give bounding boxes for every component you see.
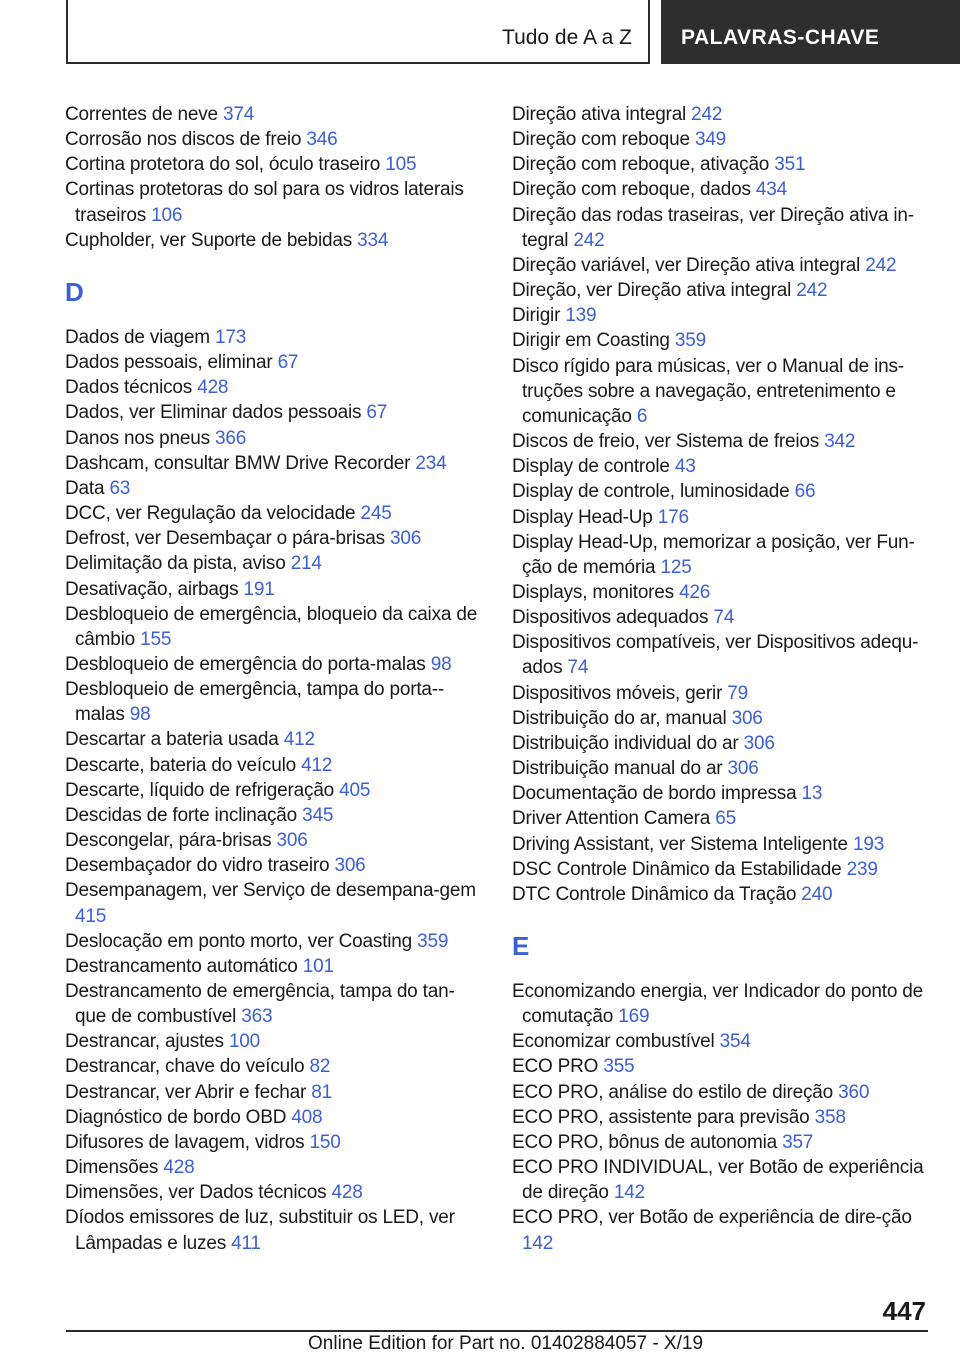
index-entry: [512, 253, 932, 278]
index-page-link[interactable]: 346: [306, 129, 338, 151]
index-column-left: [65, 102, 485, 1256]
index-entry-text: Cortina protetora do sol, óculo traseiro: [65, 154, 381, 176]
index-page-link[interactable]: 66: [794, 481, 816, 503]
index-entry-text: Desbloqueio de emergência, tampa do porta--malas: [65, 679, 445, 726]
index-entry: [512, 1080, 932, 1105]
index-entry: [512, 278, 932, 303]
index-entry-text: Disco rígido para músicas, ver o Manual de ins-truções sobre a navegação, entretenimento e comunicação: [512, 355, 904, 427]
index-page-link[interactable]: 374: [223, 104, 255, 125]
index-entry: [512, 1105, 932, 1130]
index-page-link[interactable]: 351: [774, 154, 806, 176]
index-page-link[interactable]: 43: [674, 456, 696, 478]
index-page-link[interactable]: 415: [75, 905, 107, 927]
index-entry-text: Dimensões, ver Dados técnicos: [65, 1182, 327, 1204]
index-entry-text: Destrancamento de emergência, tampa do tan-que de combustível: [65, 981, 455, 1028]
index-entry: [65, 1155, 485, 1180]
index-entry-text: Descongelar, pára-brisas: [65, 830, 272, 852]
index-entry-text: Economizando energia, ver Indicador do ponto de comutação: [512, 981, 923, 1028]
index-entry: [512, 781, 932, 806]
index-entry-text: Dashcam, consultar BMW Drive Recorder: [65, 452, 411, 474]
index-entry-text: Dados, ver Eliminar dados pessoais: [65, 402, 362, 424]
index-entry-text: Display de controle, luminosidade: [512, 481, 790, 503]
index-entry: [65, 127, 485, 152]
index-entry-text: Defrost, ver Desembaçar o pára-brisas: [65, 528, 385, 550]
index-entry-text: Destrancamento automático: [65, 955, 298, 977]
index-entry: [65, 652, 485, 677]
index-entry-text: Destrancar, ajustes: [65, 1031, 224, 1053]
index-entry-text: Direção com reboque, dados: [512, 179, 751, 201]
index-entry: [65, 325, 485, 350]
index-entry-text: Descidas de forte inclinação: [65, 804, 298, 826]
index-entry-text: Descarte, bateria do veículo: [65, 754, 296, 776]
index-page-link[interactable]: 142: [613, 1182, 645, 1204]
index-entry-text: Discos de freio, ver Sistema de freios: [512, 431, 820, 453]
index-entry-text: Destrancar, ver Abrir e fechar: [65, 1081, 307, 1103]
index-page-link[interactable]: 242: [573, 229, 605, 251]
index-page-link[interactable]: 412: [301, 754, 333, 776]
index-entry: [512, 1029, 932, 1054]
index-entry-text: Delimitação da pista, aviso: [65, 553, 286, 575]
index-entry: [65, 1205, 485, 1255]
index-page-link[interactable]: 434: [755, 179, 787, 201]
index-entry-text: DCC, ver Regulação da velocidade: [65, 503, 356, 525]
index-page-link[interactable]: 428: [331, 1182, 363, 1204]
index-entry-text: Dados pessoais, eliminar: [65, 352, 273, 374]
index-page-link[interactable]: 245: [360, 503, 392, 525]
index-page-link[interactable]: 366: [214, 427, 247, 449]
index-page-link[interactable]: 79: [727, 682, 749, 704]
index-page-link[interactable]: 67: [277, 352, 299, 374]
index-entry: [512, 1130, 932, 1155]
index-entry-text: Display Head-Up: [512, 506, 653, 528]
index-entry: [65, 828, 485, 853]
index-entry: [65, 501, 485, 526]
index-entry: [512, 731, 932, 756]
index-entry-text: Distribuição manual do ar: [512, 758, 723, 780]
index-entry-text: Distribuição individual do ar: [512, 732, 739, 754]
index-entry: [65, 1130, 485, 1155]
index-entry: [65, 1105, 485, 1130]
index-entry-text: Dirigir: [512, 305, 561, 327]
index-entry: [65, 954, 485, 979]
index-entry: [512, 1155, 932, 1205]
index-entry-text: ECO PRO, assistente para previsão: [512, 1106, 810, 1128]
index-page-link[interactable]: 342: [824, 431, 856, 453]
index-entry: [512, 102, 932, 127]
index-entry: [65, 1054, 485, 1079]
index-entry-text: Dispositivos adequados: [512, 607, 709, 629]
index-entry: [512, 429, 932, 454]
index-entry: [512, 857, 932, 882]
header-section-box: [66, 0, 650, 64]
index-entry-text: Dirigir em Coasting: [512, 330, 670, 352]
index-entry: [512, 580, 932, 605]
index-page-link[interactable]: 306: [390, 528, 422, 550]
index-entry: [512, 681, 932, 706]
index-entry-text: Desbloqueio de emergência, bloqueio da caixa de câmbio: [65, 603, 478, 650]
index-page-link[interactable]: 354: [719, 1031, 751, 1053]
index-page-link[interactable]: 6: [636, 405, 648, 427]
footer-edition: Online Edition for Part no. 01402884057 - X/19: [308, 1333, 704, 1354]
index-entry: [65, 350, 485, 375]
index-page-link[interactable]: 357: [782, 1131, 814, 1153]
index-entry: [512, 756, 932, 781]
index-entry: [65, 602, 485, 652]
index-entry-text: Displays, monitores: [512, 581, 674, 603]
index-entry: [512, 479, 932, 504]
index-entry-text: Driver Attention Camera: [512, 808, 711, 830]
index-entry: [65, 400, 485, 425]
index-page-link[interactable]: 306: [727, 758, 759, 780]
index-entry-text: Dispositivos móveis, gerir: [512, 682, 723, 704]
index-page-link[interactable]: 412: [283, 729, 315, 751]
index-entry-text: Dados técnicos: [65, 377, 193, 399]
index-entry: [512, 127, 932, 152]
index-entry: [65, 551, 485, 576]
index-entry: [512, 882, 932, 907]
index-entry: [65, 426, 485, 451]
index-entry-text: Display Head-Up, memorizar a posição, ver Fun-ção de memória: [512, 531, 915, 578]
index-letter-heading: D: [65, 276, 84, 307]
index-page-link[interactable]: 98: [430, 653, 452, 675]
index-page-link[interactable]: 125: [660, 556, 692, 578]
index-entry-text: Dispositivos compatíveis, ver Dispositivos adequ-ados: [512, 632, 919, 679]
index-entry-text: Desempanagem, ver Serviço de desempana-gem: [65, 880, 476, 902]
index-entry-text: Desativação, airbags: [65, 578, 239, 600]
index-entry: [512, 979, 932, 1029]
index-page-link[interactable]: 106: [151, 204, 183, 226]
index-entry-text: ECO PRO: [512, 1056, 599, 1078]
index-entry: [512, 177, 932, 202]
index-page-link[interactable]: 411: [231, 1232, 261, 1254]
index-page-link[interactable]: 360: [838, 1081, 870, 1103]
index-page-link[interactable]: 242: [796, 280, 828, 302]
index-entry-text: Direção com reboque: [512, 129, 690, 151]
index-page-link[interactable]: 405: [339, 779, 371, 801]
index-entry-text: Descartar a bateria usada: [65, 729, 279, 751]
index-page-link[interactable]: 234: [415, 452, 447, 474]
index-entry-text: Direção das rodas traseiras, ver Direção ativa in-tegral: [512, 204, 914, 251]
index-entry: [512, 328, 932, 353]
index-entry-text: ECO PRO, bônus de autonomia: [512, 1131, 777, 1153]
index-entry-text: Cupholder, ver Suporte de bebidas: [65, 229, 353, 251]
index-entry: [512, 832, 932, 857]
index-entry-text: ECO PRO, análise do estilo de direção: [512, 1081, 834, 1103]
index-entry-text: Deslocação em ponto morto, ver Coasting: [65, 930, 413, 952]
index-page-link[interactable]: 345: [302, 804, 334, 826]
index-page-link[interactable]: 65: [715, 808, 736, 830]
index-entry-text: Cortinas protetoras do sol para os vidros laterais traseiros: [65, 179, 464, 226]
index-page-link[interactable]: 155: [140, 628, 172, 650]
index-entry: [512, 806, 932, 831]
index-page-link[interactable]: 306: [743, 732, 775, 754]
index-entry: [512, 605, 932, 630]
index-entry: [65, 1180, 485, 1205]
index-page-link[interactable]: 191: [243, 578, 275, 600]
index-entry: [65, 727, 485, 752]
index-entry: [65, 979, 485, 1029]
index-entry-text: Direção com reboque, ativação: [512, 154, 770, 176]
index-page-link[interactable]: 426: [679, 581, 711, 603]
index-page-link[interactable]: 100: [228, 1031, 261, 1053]
index-entry: [512, 454, 932, 479]
index-page-link[interactable]: 359: [674, 330, 706, 352]
index-entry: [65, 1029, 485, 1054]
index-entry: [65, 375, 485, 400]
index-entry-text: Direção variável, ver Direção ativa integral: [512, 254, 861, 276]
index-entry: [512, 530, 932, 580]
index-page-link[interactable]: 363: [241, 1006, 273, 1028]
index-page-link[interactable]: 74: [567, 657, 589, 679]
index-page-link[interactable]: 428: [197, 377, 229, 399]
index-page-link[interactable]: 139: [565, 305, 597, 327]
index-entry: [512, 354, 932, 429]
index-entry-text: Desembaçador do vidro traseiro: [65, 855, 330, 877]
index-entry-text: Display de controle: [512, 456, 670, 478]
index-page-link[interactable]: 150: [309, 1131, 341, 1153]
index-entry-text: DTC Controle Dinâmico da Tração: [512, 883, 797, 905]
section-title: Tudo de A a Z: [502, 26, 632, 49]
index-entry: [512, 706, 932, 731]
index-page-link[interactable]: 428: [163, 1157, 195, 1179]
index-entry: [512, 1205, 932, 1255]
index-entry: [512, 1054, 932, 1079]
index-entry-text: ECO PRO INDIVIDUAL, ver Botão de experiência de direção: [512, 1157, 924, 1204]
index-entry-text: Descarte, líquido de refrigeração: [65, 779, 335, 801]
index-letter-heading: E: [512, 931, 530, 961]
index-entry: [65, 577, 485, 602]
index-page-link[interactable]: 176: [657, 506, 689, 528]
index-entry-text: Dimensões: [65, 1157, 159, 1179]
index-entry: [65, 177, 485, 227]
index-entry: [512, 630, 932, 680]
index-page-link[interactable]: 358: [814, 1106, 846, 1128]
footer-divider: [66, 1330, 928, 1332]
index-entry: [65, 1080, 485, 1105]
index-entry-text: Documentação de bordo impressa: [512, 783, 797, 805]
index-page-link[interactable]: 82: [309, 1056, 331, 1078]
index-entry: [512, 152, 932, 177]
index-entry-text: ECO PRO, ver Botão de experiência de dire-ção: [512, 1207, 912, 1229]
index-entry: [65, 526, 485, 551]
index-entry-text: Danos nos pneus: [65, 427, 210, 449]
index-page-link[interactable]: 67: [366, 402, 388, 424]
index-page-link[interactable]: 101: [302, 955, 334, 977]
index-column-right: [512, 102, 932, 1256]
index-page-link[interactable]: 306: [731, 707, 763, 729]
index-page-link[interactable]: 242: [865, 254, 897, 276]
index-entry-text: Data: [65, 477, 105, 499]
index-entry: [65, 228, 485, 253]
index-entry: [65, 476, 485, 501]
index-entry: [65, 853, 485, 878]
index-entry: [65, 753, 485, 778]
index-page-link[interactable]: 13: [801, 783, 823, 805]
index-page-link[interactable]: 98: [129, 704, 151, 726]
index-page-link[interactable]: 355: [603, 1056, 635, 1078]
index-entry-text: Distribuição do ar, manual: [512, 707, 727, 729]
keywords-tab[interactable]: [661, 0, 960, 64]
index-entry-text: Corrosão nos discos de freio: [65, 129, 302, 151]
index-page-link[interactable]: 306: [276, 830, 308, 852]
index-page-link[interactable]: 193: [852, 833, 885, 855]
index-page-link[interactable]: 334: [357, 229, 389, 251]
index-page-link[interactable]: 408: [291, 1106, 323, 1128]
index-page-link[interactable]: 239: [846, 858, 878, 880]
index-entry-text: Desbloqueio de emergência do porta-malas: [65, 653, 426, 675]
index-page-link[interactable]: 74: [713, 607, 735, 629]
index-entry-text: Destrancar, chave do veículo: [65, 1056, 305, 1078]
page-number: 447: [882, 1296, 926, 1326]
index-entry-text: Correntes de neve: [65, 104, 218, 125]
index-entry-text: Driving Assistant, ver Sistema Inteligente: [512, 833, 848, 855]
index-page-link[interactable]: 105: [385, 154, 417, 176]
index-page-link[interactable]: 81: [311, 1081, 332, 1103]
index-page-link[interactable]: 242: [691, 104, 723, 125]
index-entry: [65, 878, 485, 928]
index-page-link[interactable]: 240: [801, 883, 833, 905]
index-entry-text: DSC Controle Dinâmico da Estabilidade: [512, 858, 842, 880]
index-entry: [65, 152, 485, 177]
index-entry: [65, 102, 485, 127]
index-page-link[interactable]: 214: [290, 553, 322, 575]
index-entry-text: Direção, ver Direção ativa integral: [512, 280, 792, 302]
index-entry: [512, 505, 932, 530]
index-entry-text: Díodos emissores de luz, substituir os LED, ver Lâmpadas e luzes: [65, 1207, 455, 1254]
index-page-link[interactable]: 306: [334, 855, 366, 877]
index-entry-text: Diagnóstico de bordo OBD: [65, 1106, 287, 1128]
index-entry: [65, 778, 485, 803]
index-page-link[interactable]: 142: [522, 1232, 554, 1254]
index-page-link[interactable]: 169: [618, 1006, 650, 1028]
index-page-link[interactable]: 359: [417, 930, 449, 952]
index-entry-text: Difusores de lavagem, vidros: [65, 1131, 305, 1153]
index-entry-text: Direção ativa integral: [512, 104, 687, 125]
index-entry: [512, 203, 932, 253]
index-entry: [65, 451, 485, 476]
index-page-link[interactable]: 349: [694, 129, 727, 151]
index-entry: [65, 929, 485, 954]
index-entry: [65, 803, 485, 828]
index-entry-text: Economizar combustível: [512, 1031, 715, 1053]
keywords-tab-label: PALAVRAS-CHAVE: [681, 26, 880, 49]
index-page-link[interactable]: 63: [109, 477, 131, 499]
index-page-link[interactable]: 173: [214, 326, 247, 348]
index-entry: [65, 677, 485, 727]
index-entry: [512, 303, 932, 328]
index-entry-text: Dados de viagem: [65, 326, 210, 348]
